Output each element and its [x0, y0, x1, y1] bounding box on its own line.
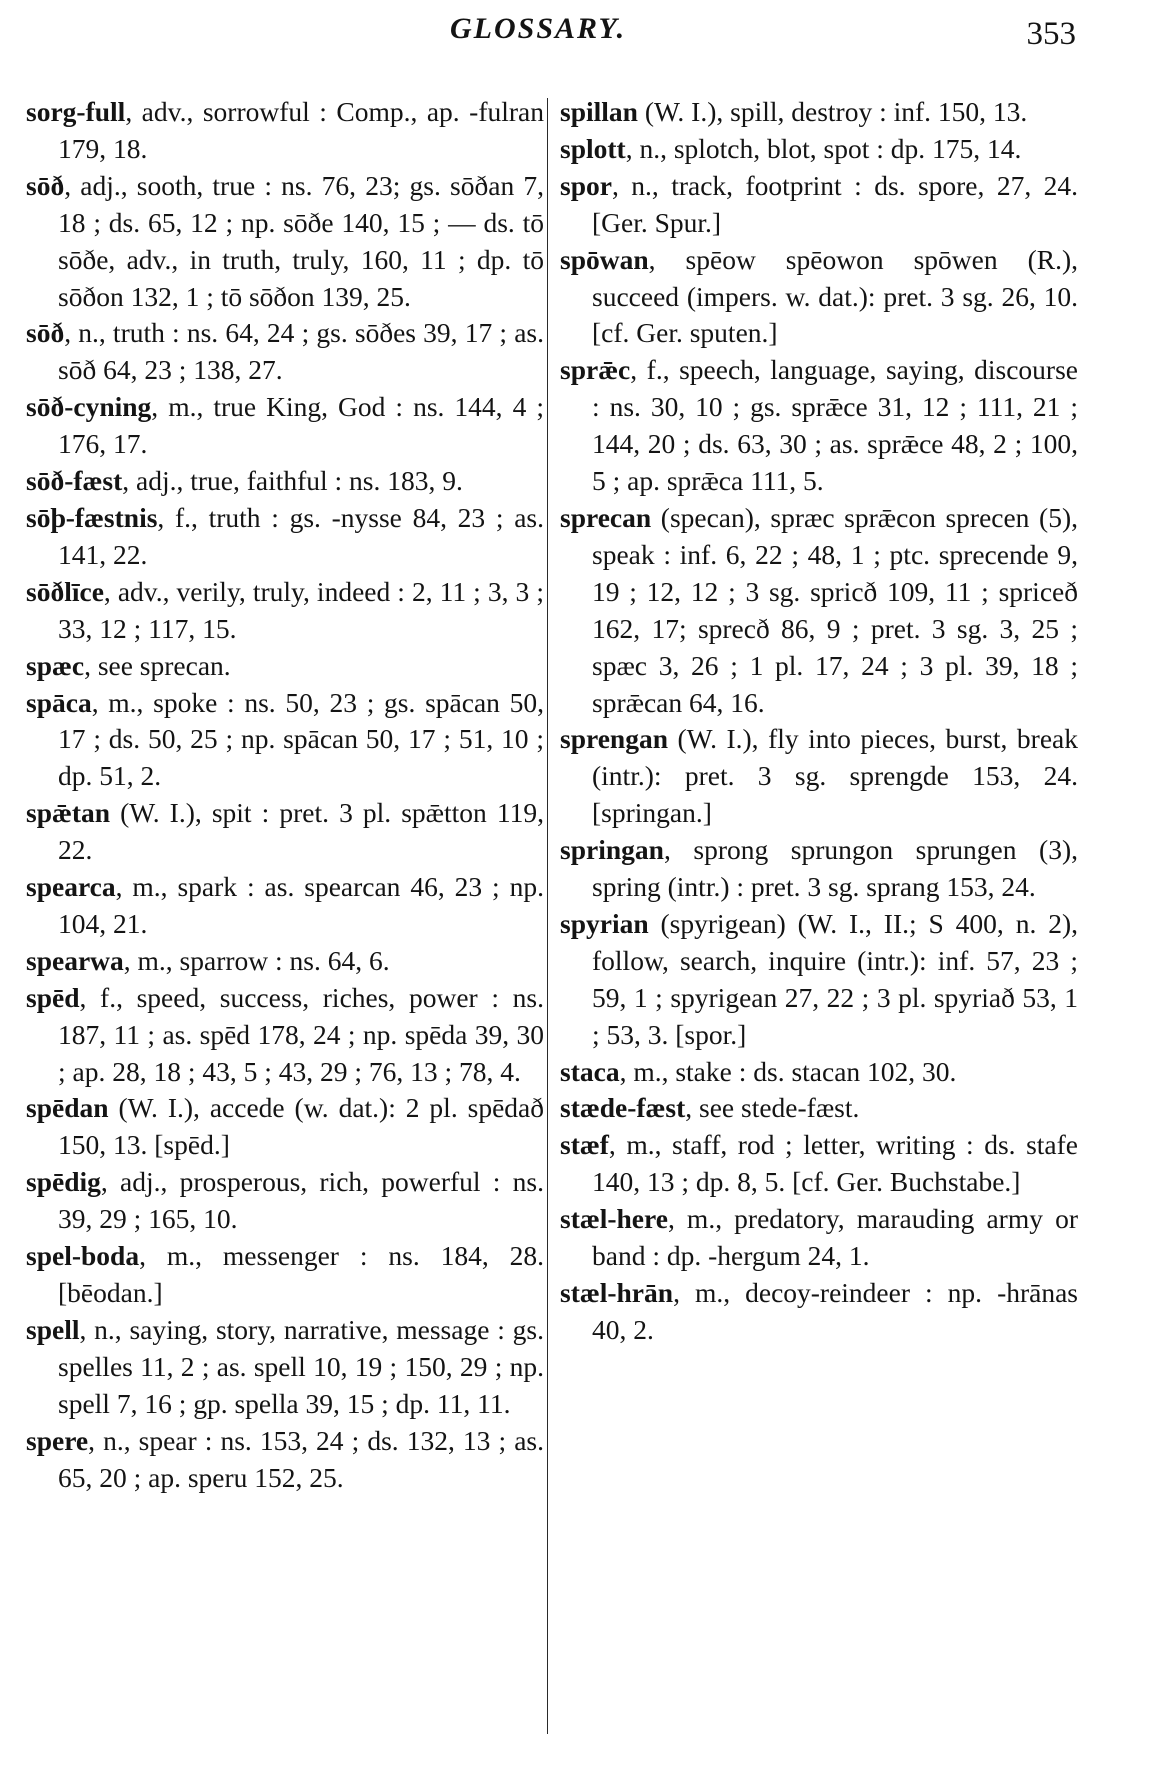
page-header [0, 6, 1158, 58]
glossary-entry [560, 1054, 1078, 1091]
definition: , adv., sorrowful : Comp., ap. -fulran 179, 18. [58, 96, 544, 164]
headword: spēd [26, 981, 80, 1013]
glossary-entry [26, 1312, 544, 1423]
glossary-entry [560, 352, 1078, 500]
definition: , m., messenger : ns. 184, 28. [bēodan.] [58, 1240, 544, 1308]
definition: (W. I.), accede (w. dat.): 2 pl. spēdað 150, 13. [spēd.] [58, 1092, 544, 1161]
glossary-entry [26, 1164, 544, 1238]
definition: , f., speech, language, saying, discourse : ns. 30, 10 ; gs. sprǣce 31, 12 ; 111, 21 ; 144, 20 ; ds. 63, 30 ; as. sprǣce 48, 2 ; 100, 5 ; ap. sprǣca 111, 5. [592, 354, 1078, 497]
definition: , see stede-fæst. [685, 1092, 860, 1124]
glossary-entry [26, 1090, 544, 1164]
glossary-entry [26, 648, 544, 685]
glossary-entry [560, 94, 1078, 131]
headword: spillan [560, 96, 638, 127]
headword: sōð-fæst [26, 465, 123, 497]
glossary-entry [560, 500, 1078, 721]
definition: , m., true King, God : ns. 144, 4 ; 176, 17. [58, 391, 544, 460]
headword: sōð [26, 169, 65, 201]
glossary-entry [26, 869, 544, 943]
definition: (W. I.), fly into pieces, burst, break (intr.): pret. 3 sg. sprengde 153, 24. [springan.] [592, 723, 1078, 829]
glossary-entry [26, 574, 544, 648]
glossary-entry [26, 1238, 544, 1312]
definition: , m., decoy-reindeer : np. -hrānas 40, 2. [592, 1277, 1078, 1345]
glossary-entry [560, 721, 1078, 832]
running-title: GLOSSARY. [450, 12, 627, 45]
headword: spēdig [26, 1166, 101, 1198]
definition: (spyrigean) (W. I., II.; S 400, n. 2), follow, search, inquire (intr.): inf. 57, 23 ; 59, 1 ; spyrigean 27, 22 ; 3 pl. spyriað 53, 1 ; 53, 3. [spor.] [592, 907, 1078, 1050]
definition: , m., sparrow : ns. 64, 6. [123, 944, 390, 976]
headword: stæf [560, 1129, 609, 1161]
headword: spor [560, 169, 612, 201]
definition: , m., spoke : ns. 50, 23 ; gs. spācan 50, 17 ; ds. 50, 25 ; np. spācan 50, 17 ; 51, 10 ; dp. 51, 2. [58, 686, 544, 792]
definition: , adj., sooth, true : ns. 76, 23; gs. sōðan 7, 18 ; ds. 65, 12 ; np. sōðe 140, 15 ; — ds. tō sōðe, adv., in truth, truly, 160, 11 ; dp. tō sōðon 132, 1 ; tō sōðon 139, 25. [58, 169, 544, 312]
definition: , spēow spēowon spōwen (R.), succeed (impers. w. dat.): pret. 3 sg. 26, 10. [cf. Ger. sputen.] [592, 243, 1078, 349]
headword: stæl-hrān [560, 1277, 674, 1308]
headword: splott [560, 132, 626, 164]
headword: spell [26, 1313, 80, 1345]
definition: , m., spark : as. spearcan 46, 23 ; np. 104, 21. [58, 871, 544, 939]
headword: springan [560, 834, 664, 866]
glossary-entry [26, 389, 544, 463]
glossary-entry [560, 242, 1078, 353]
headword: spāca [26, 686, 92, 718]
glossary-entry [560, 1090, 1078, 1127]
glossary-columns [26, 94, 1078, 1734]
headword: sorg-full [26, 96, 126, 127]
definition: , f., speed, success, riches, power : ns. 187, 11 ; as. spēd 178, 24 ; np. spēda 39, 30 ; ap. 28, 18 ; 43, 5 ; 43, 29 ; 76, 13 ; 78, 4. [58, 981, 544, 1087]
glossary-entry [26, 980, 544, 1091]
definition: , adv., verily, truly, indeed : 2, 11 ; 3, 3 ; 33, 12 ; 117, 15. [58, 575, 544, 644]
definition: , adj., prosperous, rich, powerful : ns. 39, 29 ; 165, 10. [58, 1166, 544, 1235]
glossary-entry [560, 906, 1078, 1054]
definition: , n., truth : ns. 64, 24 ; gs. sōðes 39, 17 ; as. sōð 64, 23 ; 138, 27. [58, 317, 544, 386]
headword: sōð-cyning [26, 391, 152, 423]
glossary-entry [560, 1201, 1078, 1275]
glossary-entry [560, 168, 1078, 242]
column-divider [547, 98, 548, 1734]
headword: spearwa [26, 944, 124, 976]
headword: spōwan [560, 243, 649, 275]
left-column [26, 94, 544, 1496]
definition: , see sprecan. [84, 649, 231, 681]
page-number: 353 [1026, 16, 1076, 52]
definition: , n., saying, story, narrative, message : gs. spelles 11, 2 ; as. spell 10, 19 ; 150, 29 ; np. spell 7, 16 ; gp. spella 39, 15 ; dp. 11, 11. [58, 1313, 544, 1419]
definition: (W. I.), spill, destroy : inf. 150, 13. [637, 96, 1028, 127]
definition: (specan), spræc sprǣcon sprecen (5), speak : inf. 6, 22 ; 48, 1 ; ptc. sprecende 9, 19 ; 12, 12 ; 3 sg. spricð 109, 11 ; spriceð 162, 17; sprecð 86, 9 ; pret. 3 sg. 3, 25 ; spæc 3, 26 ; 1 pl. 17, 24 ; 3 pl. 39, 18 ; sprǣcan 64, 16. [592, 501, 1078, 718]
glossary-entry [26, 168, 544, 316]
definition: , m., predatory, marauding army or band : dp. -hergum 24, 1. [592, 1203, 1078, 1272]
headword: sōð [26, 317, 65, 349]
definition: , m., stake : ds. stacan 102, 30. [619, 1055, 957, 1087]
definition: , n., spear : ns. 153, 24 ; ds. 132, 13 ; as. 65, 20 ; ap. speru 152, 25. [58, 1424, 544, 1493]
glossary-entry [26, 1423, 544, 1497]
glossary-entry [26, 500, 544, 574]
definition: , f., truth : gs. -nysse 84, 23 ; as. 141, 22. [58, 501, 544, 570]
glossary-entry [26, 943, 544, 980]
headword: spere [26, 1424, 89, 1456]
headword: spearca [26, 871, 116, 903]
headword: stæl-here [560, 1203, 668, 1235]
definition: , n., track, footprint : ds. spore, 27, 24. [Ger. Spur.] [592, 169, 1078, 238]
headword: spel-boda [26, 1240, 140, 1272]
definition: , adj., true, faithful : ns. 183, 9. [122, 465, 463, 497]
glossary-entry [26, 315, 544, 389]
glossary-entry [560, 832, 1078, 906]
headword: spǣtan [26, 797, 111, 829]
glossary-entry [26, 94, 544, 168]
glossary-entry [26, 463, 544, 500]
definition: , sprong sprungon sprungen (3), spring (intr.) : pret. 3 sg. sprang 153, 24. [592, 834, 1078, 903]
headword: sōþ-fæstnis [26, 501, 158, 533]
headword: spēdan [26, 1092, 109, 1124]
headword: staca [560, 1055, 620, 1087]
headword: sprǣc [560, 354, 631, 386]
headword: spæc [26, 649, 85, 681]
headword: sōðlīce [26, 575, 104, 607]
glossary-entry [560, 1275, 1078, 1349]
headword: sprengan [560, 723, 668, 755]
headword: stæde-fæst [560, 1092, 686, 1124]
definition: (W. I.), spit : pret. 3 pl. spǣtton 119, 22. [58, 797, 544, 866]
definition: , m., staff, rod ; letter, writing : ds. stafe 140, 13 ; dp. 8, 5. [cf. Ger. Buchstabe.] [592, 1129, 1078, 1198]
right-column [560, 94, 1078, 1349]
glossary-entry [26, 795, 544, 869]
headword: sprecan [560, 501, 652, 533]
glossary-entry [560, 131, 1078, 168]
definition: , n., splotch, blot, spot : dp. 175, 14. [625, 132, 1022, 164]
headword: spyrian [560, 907, 649, 939]
glossary-entry [560, 1127, 1078, 1201]
glossary-entry [26, 685, 544, 796]
